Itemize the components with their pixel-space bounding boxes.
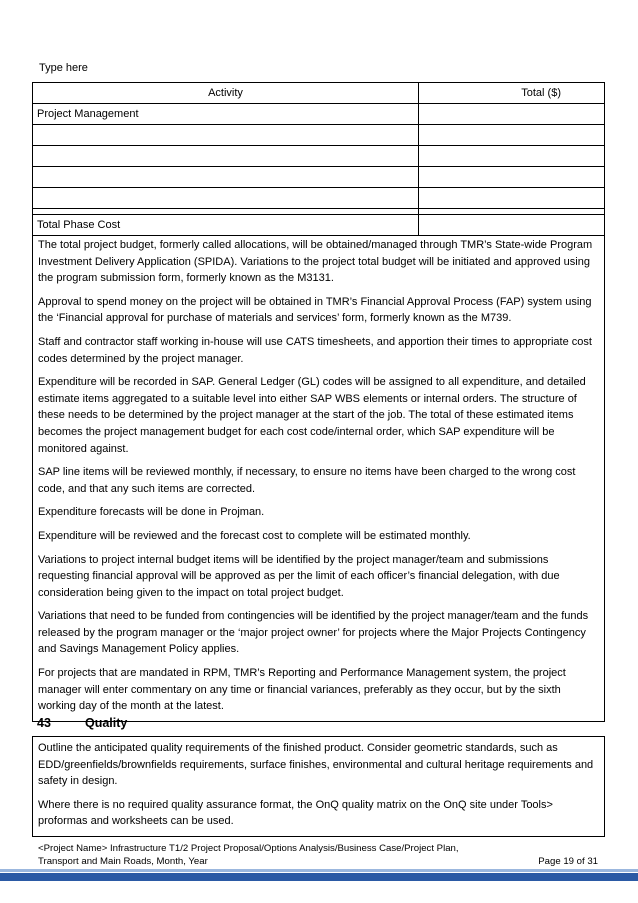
page-footer: [38, 842, 598, 868]
table-row: [33, 125, 605, 146]
footer-bar-light: [0, 869, 638, 872]
section-title: Quality: [85, 716, 128, 730]
table-cell: [33, 188, 419, 209]
paragraph: Where there is no required quality assurance format, the OnQ quality matrix on the OnQ site under Tools> proformas and worksheets can be used.: [38, 798, 553, 828]
table-cell: [33, 167, 419, 188]
table-cell: [33, 125, 419, 146]
paragraph: Approval to spend money on the project will be obtained in TMR’s Financial Approval Process (FAP) system using the ‘Financial approval for purchase of materials and services’ form, formerly known as the M739.: [38, 295, 592, 325]
table-cell: [419, 104, 605, 125]
row-label-total-phase-cost: Total Phase Cost: [33, 215, 419, 236]
table-cell: [419, 146, 605, 167]
table-cell: [419, 167, 605, 188]
paragraph: Staff and contractor staff working in-house will use CATS timesheets, and apportion their times to appropriate cost codes determined by the project manager.: [38, 335, 592, 365]
budget-notes-box: [32, 234, 605, 722]
footer-line-1: <Project Name> Infrastructure T1/2 Project Proposal/Options Analysis/Business Case/Project Plan,: [38, 843, 459, 854]
table-row: [33, 167, 605, 188]
table-row: [33, 104, 605, 125]
table-cell: [419, 125, 605, 146]
table-cell: [419, 215, 605, 236]
paragraph: Expenditure will be recorded in SAP. General Ledger (GL) codes will be assigned to all expenditure, and detailed estimate items aggregated to a suitable level into either SAP WBS elements or internal orders. The structure of these needs to be determined by the project manager at the start of the job. The total of these estimated items becomes the project management budget for each cost code/internal order, which SAP expenditure will be monitored against.: [38, 376, 586, 455]
section-heading: [37, 716, 127, 730]
table-row: [33, 146, 605, 167]
table-cell: [33, 146, 419, 167]
page-number: Page 19 of 31: [538, 856, 598, 867]
table-header-row: [33, 83, 605, 104]
header-total: Total ($): [419, 83, 605, 104]
footer-line-2: Transport and Main Roads, Month, Year: [38, 856, 208, 867]
table-row: [33, 188, 605, 209]
paragraph: Outline the anticipated quality requirements of the finished product. Consider geometric standards, such as EDD/greenfields/brownfields requirements, surface finishes, environmental and cultural heritage requirements and safety in design.: [38, 742, 594, 788]
header-activity: Activity: [33, 83, 419, 104]
paragraph: Variations to project internal budget items will be identified by the project manager/team and submissions requesting financial approval will be approved as per the limit of each officer’s financial delegation, with due consideration being given to the impact on total project budget.: [38, 553, 560, 599]
table-cell: [419, 188, 605, 209]
quality-notes-box: [32, 736, 605, 837]
budget-table: [32, 82, 605, 236]
paragraph: For projects that are mandated in RPM, TMR’s Reporting and Performance Management system, the project manager will enter commentary on any time or financial variances, preferably as they occur, but by the sixth working day of the month at the latest.: [38, 667, 566, 713]
table-row: [33, 215, 605, 236]
paragraph: SAP line items will be reviewed monthly, if necessary, to ensure no items have been charged to the wrong cost code, and that any such items are corrected.: [38, 466, 576, 495]
paragraph: Expenditure will be reviewed and the forecast cost to complete will be estimated monthly.: [38, 529, 471, 542]
paragraph: Variations that need to be funded from contingencies will be identified by the project manager/team and the funds released by the program manager or the ‘major project owner’ for projects where the Major Projects Contingency and Savings Management Policy applies.: [38, 610, 589, 656]
section-number: 43: [37, 716, 51, 730]
paragraph: Expenditure forecasts will be done in Projman.: [38, 506, 265, 519]
intro-text: Type here: [39, 62, 88, 74]
paragraph: The total project budget, formerly called allocations, will be obtained/managed through TMR’s State-wide Program Investment Delivery Application (SPIDA). Variations to the project total budget will be initiated and approved using the program submission form, formerly known as the M3131.: [38, 239, 593, 285]
footer-bar-dark: [0, 873, 638, 881]
row-label-project-management: Project Management: [33, 104, 419, 125]
